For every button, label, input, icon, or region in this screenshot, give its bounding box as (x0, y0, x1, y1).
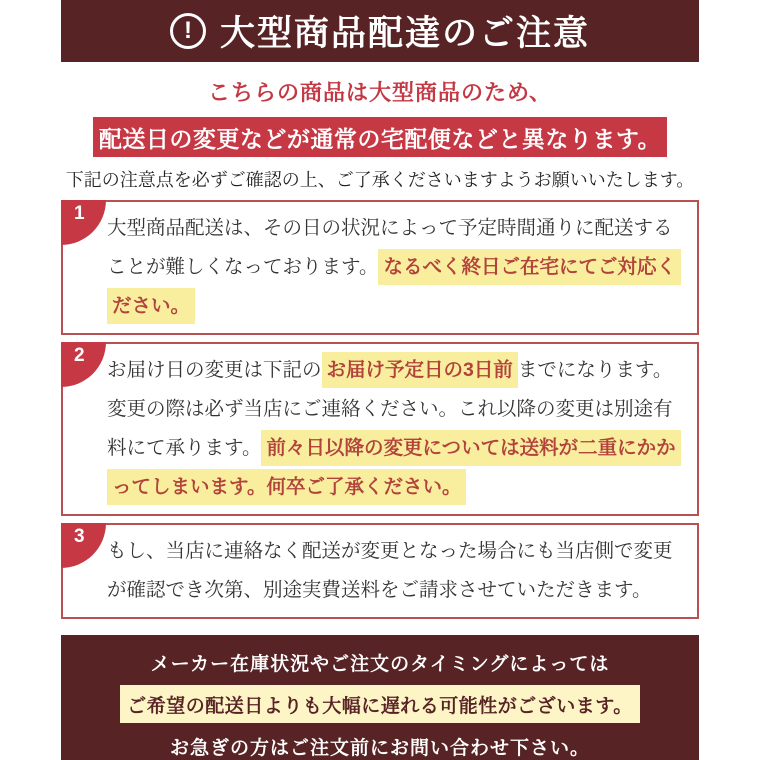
alert-icon: ! (170, 13, 206, 49)
notice-header (61, 0, 699, 62)
box-number-badge-3: 3 (61, 523, 106, 568)
highlight-text: なるべく終日ご在宅にてご対応ください。 (107, 249, 681, 324)
notice-text-2 (107, 351, 677, 507)
highlight-text: 前々日以降の変更については送料が二重にかかってしまいます。何卒ご了承ください。 (107, 430, 681, 505)
footer-line-2: お急ぎの方はご注文前にお問い合わせ下さい。 (169, 738, 590, 759)
notice-box-1 (61, 200, 699, 335)
confirm-note: 下記の注意点を必ずご確認の上、ご了承くださいますようお願いいたします。 (65, 170, 695, 190)
highlight-text: お届け予定日の3日前 (322, 352, 518, 388)
notice-box-2 (61, 342, 699, 516)
box-number-badge-2: 2 (61, 342, 106, 387)
body-text: もし、当店に連絡なく配送が変更となった場合にも当店側で変更が確認でき次第、別途実費送料をご請求させていただきます。 (107, 540, 673, 601)
footer-line-1: メーカー在庫状況やご注文のタイミングによっては (150, 654, 610, 675)
lead-text: こちらの商品は大型商品のため、 (207, 80, 553, 105)
body-text: 大型商品配送は、その日の状況によって予定時間通りに配送することが難しくなっております。 (107, 217, 673, 278)
notice-box-3 (61, 523, 699, 619)
footer-highlight: ご希望の配送日よりも大幅に遅れる可能性がございます。 (120, 685, 640, 723)
notice-text-1 (107, 209, 677, 326)
stock-notice-footer (61, 635, 699, 760)
page-title: 大型商品配達のご注意 (219, 14, 590, 53)
body-text: までになります。変更の際は必ず当店にご連絡ください。これ以降の変更は別途有料にて承ります。 (107, 359, 673, 459)
notice-text-3 (107, 532, 677, 610)
warning-banner: 配送日の変更などが通常の宅配便などと異なります。 (93, 117, 667, 157)
box-number-badge-1: 1 (61, 200, 106, 245)
body-text: お届け日の変更は下記の (107, 359, 322, 381)
